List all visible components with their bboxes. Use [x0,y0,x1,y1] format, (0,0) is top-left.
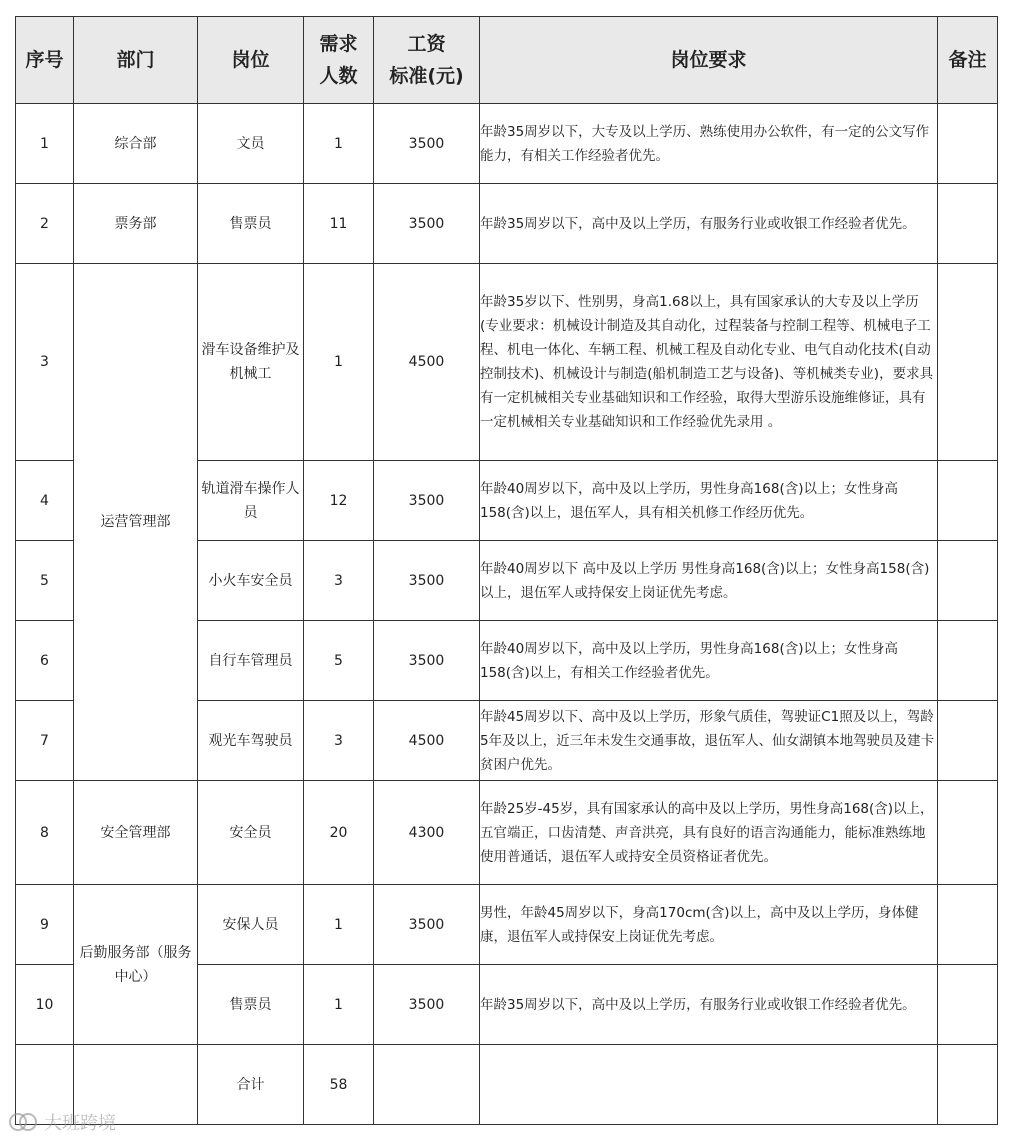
header-row [16,17,998,104]
total-count: 58 [304,1045,374,1125]
cell-requirements: 年龄40周岁以下，高中及以上学历，男性身高168(含)以上；女性身高158(含)以上，有相关工作经验者优先。 [480,621,938,701]
cell-salary: 3500 [374,541,480,621]
header-salary [374,17,480,104]
header-salary-line1: 工资 [407,33,446,55]
cell-post: 滑车设备维护及机械工 [198,264,304,461]
cell-remarks [938,781,998,885]
watermark-text: 大班跨境 [44,1113,116,1134]
cell-salary: 4300 [374,781,480,885]
cell-remarks [938,701,998,781]
cell-remarks [938,1045,998,1125]
cell-post: 小火车安全员 [198,541,304,621]
cell-salary: 3500 [374,104,480,184]
cell-remarks [938,264,998,461]
cell-count: 1 [304,264,374,461]
cell-dept: 票务部 [74,184,198,264]
total-label: 合计 [198,1045,304,1125]
cell-post: 安全员 [198,781,304,885]
header-remarks: 备注 [938,17,998,104]
cell-no: 8 [16,781,74,885]
cell-remarks [938,104,998,184]
header-count [304,17,374,104]
cell-requirements: 年龄35周岁以下，大专及以上学历、熟练使用办公软件，有一定的公文写作能力，有相关工作经验者优先。 [480,104,938,184]
header-count-line1: 需求 [319,33,358,55]
table-row [16,184,998,264]
cell-remarks [938,885,998,965]
table-row [16,781,998,885]
header-post: 岗位 [198,17,304,104]
cell-post: 轨道滑车操作人员 [198,461,304,541]
header-dept: 部门 [74,17,198,104]
cell-dept-merged: 运营管理部 [74,264,198,781]
cell-count: 1 [304,885,374,965]
cell-requirements: 年龄40周岁以下，高中及以上学历，男性身高168(含)以上；女性身高158(含)以上，退伍军人，具有相关机修工作经历优先。 [480,461,938,541]
cell-salary: 3500 [374,184,480,264]
cell-count: 3 [304,701,374,781]
cell-salary: 3500 [374,965,480,1045]
cell-remarks [938,184,998,264]
cell-salary [374,1045,480,1125]
cell-requirements: 年龄40周岁以下 高中及以上学历 男性身高168(含)以上；女性身高158(含)以上，退伍军人或持保安上岗证优先考虑。 [480,541,938,621]
cell-no: 1 [16,104,74,184]
cell-post: 安保人员 [198,885,304,965]
cell-dept: 安全管理部 [74,781,198,885]
cell-no: 2 [16,184,74,264]
cell-salary: 4500 [374,701,480,781]
watermark [8,1108,116,1136]
cell-post: 观光车驾驶员 [198,701,304,781]
cell-dept: 综合部 [74,104,198,184]
cell-no: 4 [16,461,74,541]
cell-post: 售票员 [198,184,304,264]
cell-dept-merged: 后勤服务部（服务中心） [74,885,198,1045]
recruitment-table [15,16,998,1125]
table-row [16,885,998,965]
cell-count: 1 [304,965,374,1045]
cell-post: 自行车管理员 [198,621,304,701]
header-no: 序号 [16,17,74,104]
cell-requirements: 年龄35周岁以下，高中及以上学历，有服务行业或收银工作经验者优先。 [480,184,938,264]
cell-salary: 3500 [374,461,480,541]
cell-salary: 3500 [374,621,480,701]
cell-requirements: 年龄35周岁以下，高中及以上学历，有服务行业或收银工作经验者优先。 [480,965,938,1045]
cell-count: 1 [304,104,374,184]
cell-remarks [938,965,998,1045]
watermark-logo-icon [8,1111,38,1133]
cell-salary: 3500 [374,885,480,965]
cell-no: 7 [16,701,74,781]
total-row [16,1045,998,1125]
cell-count: 5 [304,621,374,701]
header-count-line2: 人数 [319,65,358,87]
cell-no: 3 [16,264,74,461]
cell-no: 5 [16,541,74,621]
cell-remarks [938,461,998,541]
cell-count: 12 [304,461,374,541]
header-requirements: 岗位要求 [480,17,938,104]
cell-no: 9 [16,885,74,965]
cell-post: 售票员 [198,965,304,1045]
table-row [16,264,998,461]
cell-requirements [480,1045,938,1125]
cell-requirements: 年龄25岁-45岁，具有国家承认的高中及以上学历，男性身高168(含)以上，五官端正，口齿清楚、声音洪亮，具有良好的语言沟通能力，能标准熟练地使用普通话，退伍军人或持安全员资格证者优先。 [480,781,938,885]
cell-count: 11 [304,184,374,264]
table-row [16,104,998,184]
cell-post: 文员 [198,104,304,184]
cell-no: 10 [16,965,74,1045]
cell-no: 6 [16,621,74,701]
header-salary-line2: 标准(元) [389,65,464,87]
cell-count: 20 [304,781,374,885]
cell-requirements: 男性，年龄45周岁以下，身高170cm(含)以上，高中及以上学历，身体健康，退伍军人或持保安上岗证优先考虑。 [480,885,938,965]
cell-requirements: 年龄45周岁以下、高中及以上学历，形象气质佳，驾驶证C1照及以上，驾龄5年及以上，近三年未发生交通事故，退伍军人、仙女湖镇本地驾驶员及建卡贫困户优先。 [480,701,938,781]
cell-salary: 4500 [374,264,480,461]
cell-remarks [938,621,998,701]
cell-requirements: 年龄35岁以下、性别男，身高1.68以上，具有国家承认的大专及以上学历(专业要求：机械设计制造及其自动化，过程装备与控制工程等、机械电子工程、机电一体化、车辆工程、机械工程及自动化专业、电气自动化技术(自动控制技术)、机械设计与制造(船机制造工艺与设备)、等机械类专业)，要求具有一定机械相关专业基础知识和工作经验，取得大型游乐设施维修证，具有一定机械相关专业基础知识和工作经验优先录用 。 [480,264,938,461]
cell-count: 3 [304,541,374,621]
cell-remarks [938,541,998,621]
